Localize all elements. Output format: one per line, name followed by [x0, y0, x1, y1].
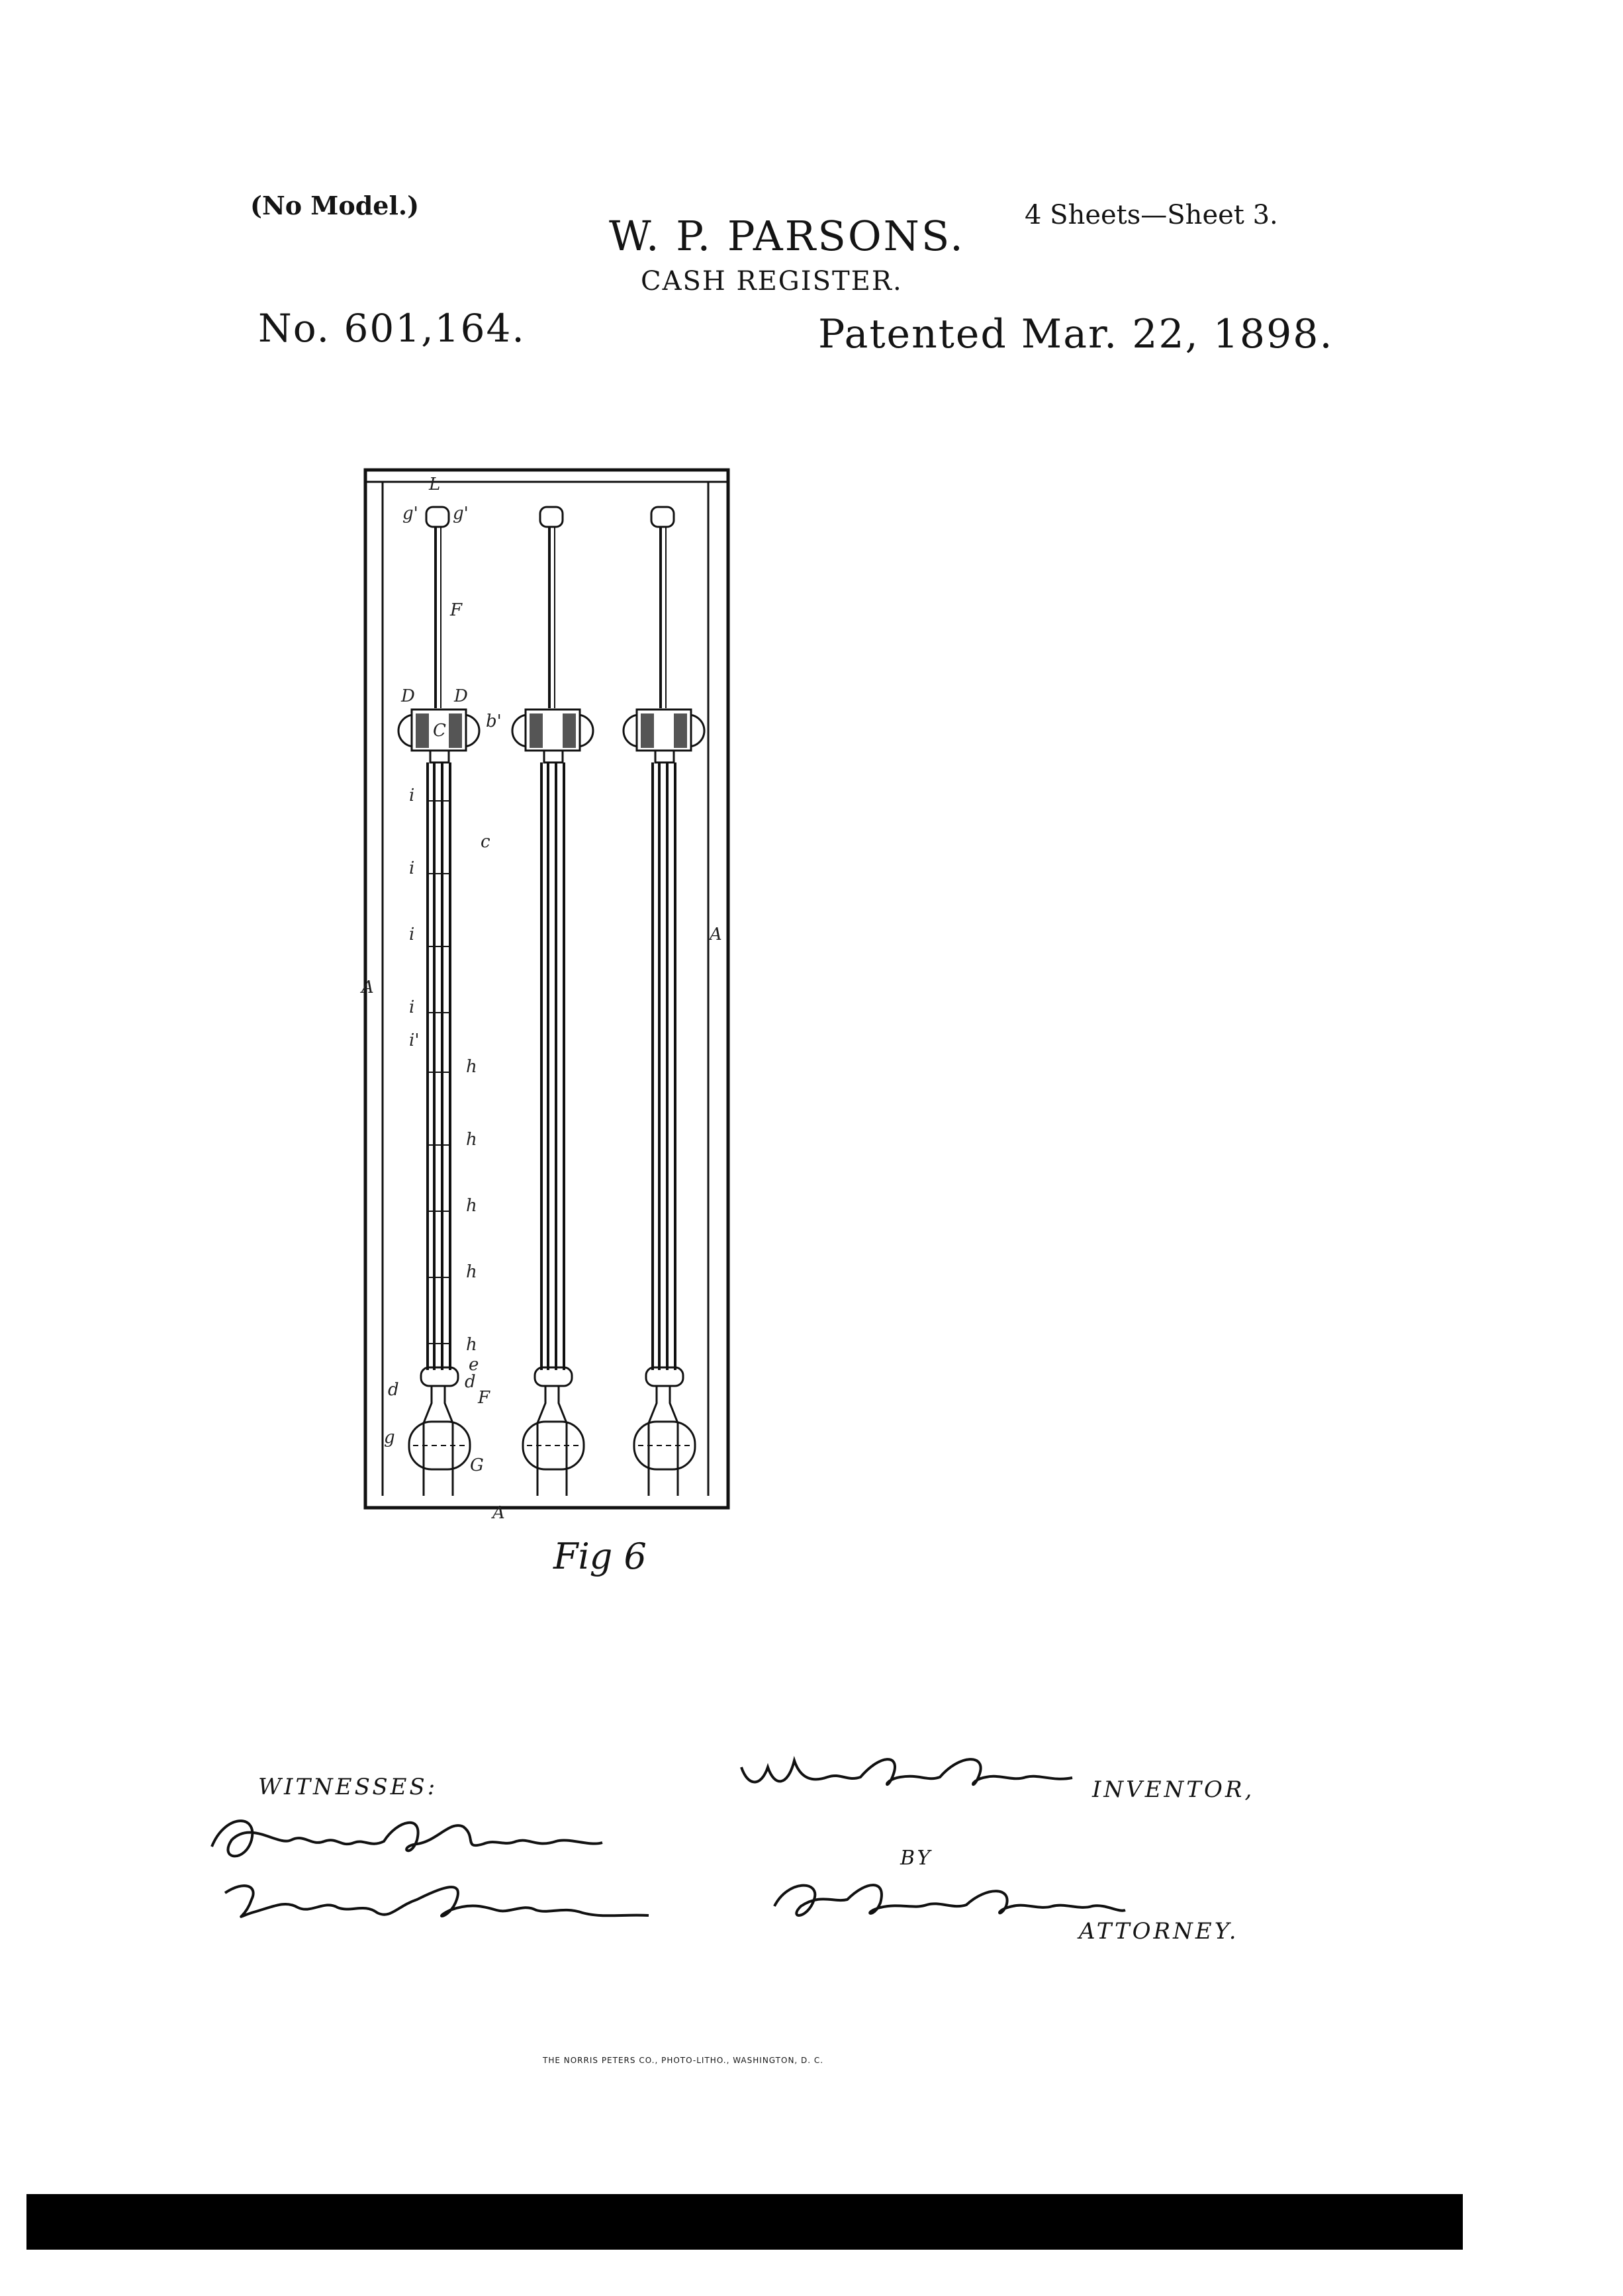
- inventor-label: INVENTOR,: [1092, 1776, 1255, 1803]
- sheet-count: 4 Sheets—Sheet 3.: [1025, 200, 1278, 230]
- ref-C: C: [433, 721, 446, 741]
- ref-A-left: A: [361, 978, 374, 997]
- ref-h-3: h: [466, 1196, 477, 1216]
- ref-F-lower: F: [478, 1388, 490, 1408]
- ref-e: e: [469, 1355, 479, 1375]
- patent-number: No. 601,164.: [258, 306, 526, 351]
- ref-h-4: h: [466, 1262, 477, 1282]
- attorney-signature: [761, 1866, 1132, 1933]
- inventor-name-heading: W. P. PARSONS.: [609, 212, 965, 260]
- witness-2-signature: [212, 1866, 662, 1933]
- ref-d-left: d: [388, 1380, 399, 1400]
- ref-G: G: [470, 1455, 484, 1475]
- patent-date: Patented Mar. 22, 1898.: [818, 311, 1334, 357]
- ref-g-prime-right: g': [453, 504, 469, 524]
- witness-1-signature: [199, 1800, 622, 1873]
- ref-i-1: i: [409, 786, 415, 805]
- witnesses-label: WITNESSES:: [258, 1774, 438, 1800]
- figure-label: Fig 6: [553, 1536, 647, 1577]
- patent-drawing-fig6: [357, 463, 741, 1522]
- ref-A-bottom: A: [492, 1503, 505, 1522]
- ref-D-right: D: [454, 686, 468, 706]
- no-model-note: (No Model.): [250, 191, 420, 220]
- ref-h-2: h: [466, 1130, 477, 1150]
- column-1-ticks: [426, 801, 451, 1344]
- ref-L: L: [429, 475, 441, 494]
- ref-d-right: d: [465, 1372, 476, 1392]
- ref-g: g: [384, 1428, 395, 1447]
- ref-i-2: i: [409, 858, 415, 878]
- ref-i-prime: i': [409, 1031, 420, 1050]
- ref-i-3: i: [409, 925, 415, 944]
- ref-i-4: i: [409, 997, 415, 1017]
- inventor-signature: [728, 1741, 1099, 1807]
- ref-c: c: [481, 832, 490, 852]
- ref-b-prime: b': [486, 712, 502, 731]
- printer-credit: THE NORRIS PETERS CO., PHOTO-LITHO., WASHINGTON, D. C.: [543, 2056, 824, 2065]
- by-label: BY: [900, 1847, 933, 1870]
- ref-A-right: A: [710, 925, 722, 944]
- scan-edge-bar: [26, 2194, 1463, 2250]
- invention-title: CASH REGISTER.: [641, 266, 903, 297]
- ref-h-1: h: [466, 1057, 477, 1077]
- slide-column-3: [624, 507, 704, 1496]
- ref-D-left: D: [401, 686, 415, 706]
- ref-h-5: h: [466, 1335, 477, 1355]
- ref-F-upper: F: [450, 600, 463, 620]
- attorney-label: ATTORNEY.: [1079, 1918, 1239, 1945]
- ref-g-prime-left: g': [402, 504, 418, 524]
- slide-column-2: [512, 507, 593, 1496]
